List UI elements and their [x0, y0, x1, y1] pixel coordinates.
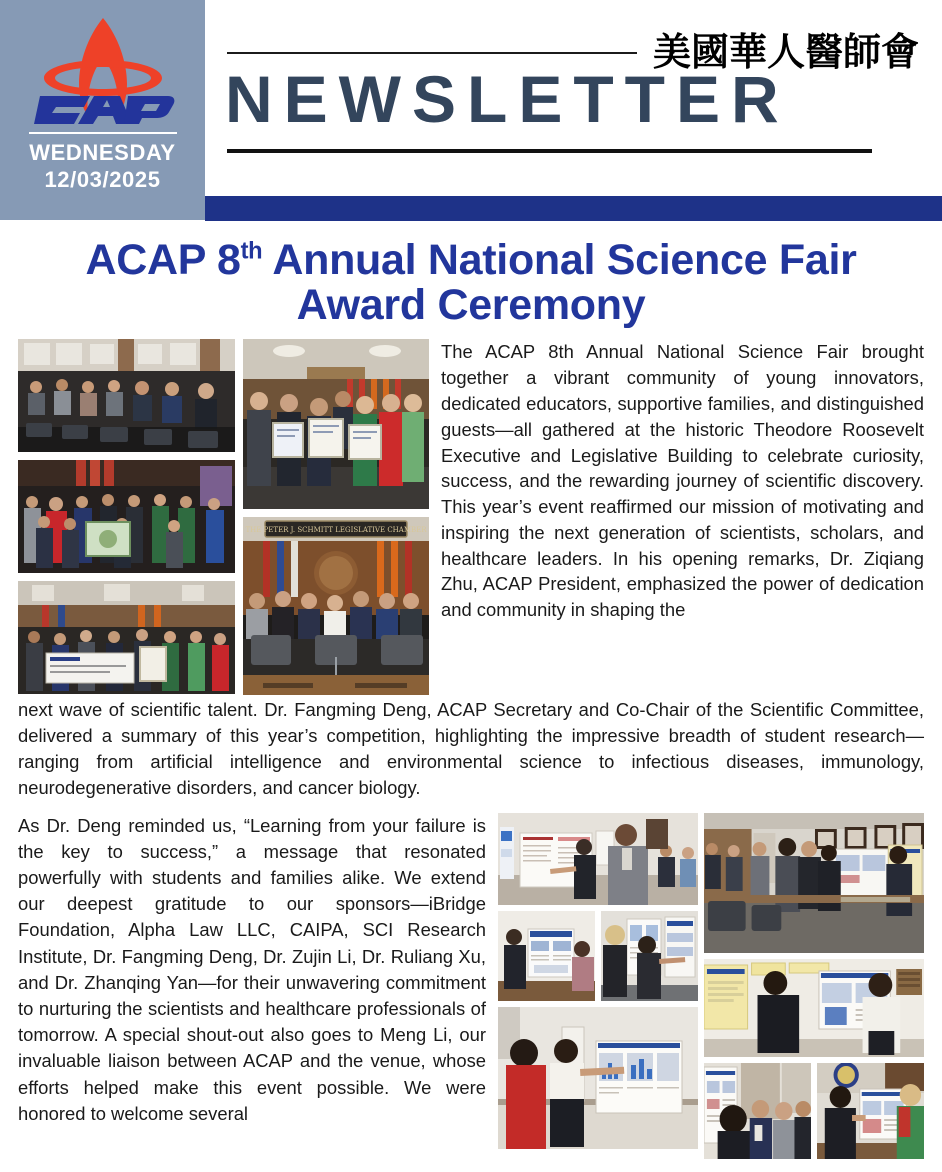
photo-group-discussion-poster [704, 1063, 811, 1159]
article-title-ordinal: th [240, 238, 263, 265]
photo-two-students-yellow-posters [704, 959, 924, 1057]
brand-panel [0, 0, 205, 220]
brand-divider [29, 132, 177, 134]
newsletter-wordmark: NEWSLETTER [225, 62, 790, 136]
cap-logo-icon [28, 12, 178, 130]
photo-award-certificates-group [243, 339, 429, 509]
full-width-paragraph: next wave of scientific talent. Dr. Fangming Deng, ACAP Secretary and Co-Chair of the Scientific Committee, delivered a summary of this year’s competition, highlighting the impressive breadth of student research—ranging from artificial intelligence and environmental science to infectious diseases, immunology, neurodegenerative disorders, and cancer biology. [18, 699, 924, 798]
bottom-photo-grid [498, 813, 924, 1159]
photo-poster-hall-wide-view [704, 813, 924, 953]
photo-audience-seated-auditorium [18, 339, 235, 452]
photo-student-judge-seal-wall [817, 1063, 924, 1159]
article-title-part1: ACAP 8 [85, 236, 241, 284]
article-title-part2: Annual National Science Fair Award Ceremony [262, 236, 857, 329]
photo-poster-presentation-blonde-judge [601, 911, 698, 1001]
photo-poster-presentation-two-students [498, 911, 595, 1001]
top-paragraph: The ACAP 8th Annual National Science Fair brought together a vibrant community of young innovators, dedicated educators, supportive families, and distinguished guests—all gathered at the historic Theodore Roosevelt Executive and Legislative Building to celebrate curiosity, success, and the rewarding journey of scientific discovery. This year’s event reaffirmed our mission of motivating and inspiring the next generation of scientists, scholars, and healthcare leaders. In his opening remarks, Dr. Ziqiang Zhu, ACAP President, emphasized the power of dedication and community in shaping the [441, 341, 924, 621]
photo-poster-presentation-red-jacket [498, 1007, 698, 1149]
photo-legislative-chamber-group [243, 517, 429, 695]
bottom-photo-row-pair-right [704, 1063, 924, 1159]
photo-oversized-check-presentation [18, 581, 235, 694]
chinese-org-name: 美國華人醫師會 [652, 30, 919, 74]
bottom-photo-row-pair-left [498, 911, 698, 1001]
header-weekday: WEDNESDAY [29, 140, 176, 165]
bottom-photo-column-right [704, 813, 924, 1159]
header-date: 12/03/2025 [44, 166, 161, 192]
photo-group-photo-students-red-dress [18, 460, 235, 573]
newsletter-header [0, 0, 942, 220]
cap-logo [28, 12, 178, 130]
bottom-section [18, 813, 924, 1159]
bottom-photo-column-left [498, 813, 698, 1159]
header-right [205, 0, 942, 220]
header-rule-top [227, 52, 637, 54]
top-section [18, 339, 924, 695]
header-rule-bottom [227, 149, 872, 153]
bottom-article-text: As Dr. Deng reminded us, “Learning from your failure is the key to success,” a message that resonated powerfully with students and families alike. We extend our deepest gratitude to our sponsors—iBridge Foundation, Alpha Law LLC, CAIPA, SCI Research Institute, Dr. Fangming Deng, Dr. Zujin Li, Dr. Ruliang Xu, and Dr. Zhanqing Yan—for their unwavering commitment to nurturing the scientists and healthcare professionals of tomorrow. A special shout-out also goes to Meng Li, our invaluable liaison between ACAP and the venue, whose efforts helped make this event possible. We were honored to welcome several [18, 814, 486, 1124]
photo-poster-presentation-judge-gray-suit [498, 813, 698, 905]
chamber-sign-text: THE PETER J. SCHMITT LEGISLATIVE CHAMBER [245, 526, 427, 535]
article-title [26, 238, 916, 327]
header-accent-bar [205, 196, 942, 221]
top-photo-column-middle [243, 339, 429, 695]
top-article-text [437, 339, 924, 695]
top-photo-column-left [18, 339, 235, 695]
